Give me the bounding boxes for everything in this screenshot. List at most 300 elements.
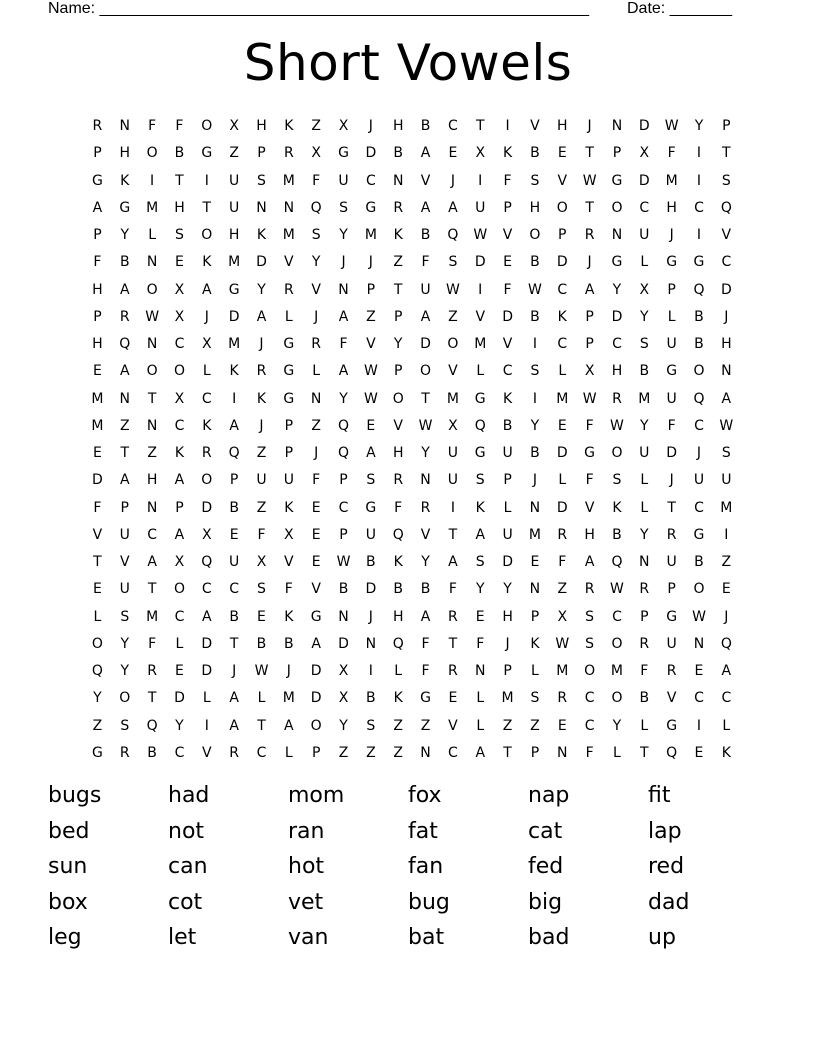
grid-letter[interactable]: J: [314, 308, 319, 325]
grid-letter[interactable]: B: [147, 744, 158, 761]
grid-letter[interactable]: F: [175, 118, 184, 134]
grid-letter[interactable]: V: [502, 227, 513, 243]
grid-letter[interactable]: A: [448, 554, 459, 570]
grid-letter[interactable]: J: [259, 417, 265, 434]
grid-letter[interactable]: Q: [693, 281, 705, 298]
grid-letter[interactable]: O: [146, 281, 159, 298]
grid-letter[interactable]: F: [339, 336, 349, 352]
grid-letter[interactable]: Z: [557, 581, 568, 598]
grid-letter[interactable]: K: [393, 227, 404, 243]
grid-letter[interactable]: O: [310, 717, 323, 734]
grid-letter[interactable]: D: [365, 145, 377, 162]
grid-letter[interactable]: R: [639, 581, 650, 598]
grid-letter[interactable]: M: [282, 227, 296, 243]
grid-letter[interactable]: F: [257, 526, 267, 543]
grid-letter[interactable]: P: [229, 472, 239, 489]
grid-letter[interactable]: C: [557, 281, 568, 298]
grid-letter[interactable]: T: [585, 199, 595, 216]
grid-letter[interactable]: A: [202, 608, 213, 625]
grid-letter[interactable]: F: [312, 172, 321, 189]
grid-letter[interactable]: W: [610, 581, 625, 598]
grid-letter[interactable]: L: [640, 717, 649, 734]
grid-letter[interactable]: A: [420, 308, 431, 325]
grid-letter[interactable]: B: [639, 690, 650, 707]
grid-letter[interactable]: T: [393, 281, 403, 298]
grid-letter[interactable]: I: [232, 390, 237, 407]
grid-letter[interactable]: V: [666, 690, 677, 707]
grid-letter[interactable]: Z: [256, 445, 267, 461]
grid-letter[interactable]: O: [146, 145, 159, 162]
grid-letter[interactable]: K: [202, 254, 212, 271]
grid-letter[interactable]: Y: [120, 635, 130, 652]
grid-letter[interactable]: Z: [147, 445, 158, 461]
grid-letter[interactable]: O: [611, 199, 623, 216]
grid-letter[interactable]: T: [640, 744, 650, 761]
grid-letter[interactable]: R: [666, 526, 677, 543]
grid-letter[interactable]: J: [286, 663, 292, 679]
grid-letter[interactable]: O: [584, 663, 596, 679]
grid-letter[interactable]: J: [696, 445, 702, 461]
grid-letter[interactable]: X: [174, 281, 185, 298]
grid-letter[interactable]: O: [447, 336, 459, 352]
grid-letter[interactable]: E: [175, 254, 185, 271]
grid-letter[interactable]: O: [201, 118, 213, 134]
grid-letter[interactable]: Y: [257, 281, 267, 298]
grid-letter[interactable]: U: [639, 227, 650, 243]
grid-letter[interactable]: U: [420, 281, 432, 298]
grid-letter[interactable]: B: [338, 581, 349, 598]
grid-letter[interactable]: D: [556, 254, 569, 271]
grid-letter[interactable]: S: [120, 608, 130, 625]
grid-letter[interactable]: K: [721, 744, 732, 761]
grid-letter[interactable]: A: [229, 417, 240, 434]
grid-letter[interactable]: I: [478, 172, 483, 189]
grid-letter[interactable]: A: [119, 363, 131, 380]
grid-letter[interactable]: P: [393, 363, 403, 380]
grid-letter[interactable]: J: [232, 663, 237, 679]
grid-letter[interactable]: A: [338, 308, 349, 325]
grid-letter[interactable]: L: [202, 363, 212, 380]
grid-letter[interactable]: G: [611, 254, 623, 271]
grid-letter[interactable]: Y: [175, 717, 185, 734]
grid-letter[interactable]: L: [257, 690, 266, 707]
grid-letter[interactable]: H: [666, 199, 678, 216]
grid-letter[interactable]: Q: [338, 417, 350, 434]
grid-letter[interactable]: G: [666, 363, 678, 380]
grid-letter[interactable]: R: [584, 581, 595, 598]
grid-letter[interactable]: V: [530, 118, 541, 134]
grid-letter[interactable]: N: [693, 635, 705, 652]
grid-letter[interactable]: H: [557, 118, 569, 134]
grid-letter[interactable]: E: [311, 554, 322, 570]
grid-letter[interactable]: B: [420, 581, 431, 598]
grid-letter[interactable]: V: [721, 227, 732, 243]
grid-letter[interactable]: B: [612, 526, 623, 543]
grid-letter[interactable]: R: [584, 227, 595, 243]
grid-letter[interactable]: V: [448, 363, 459, 380]
grid-letter[interactable]: M: [720, 499, 733, 516]
grid-letter[interactable]: F: [585, 417, 595, 434]
grid-letter[interactable]: S: [366, 472, 376, 489]
grid-letter[interactable]: N: [283, 199, 295, 216]
grid-letter[interactable]: T: [147, 390, 157, 407]
grid-letter[interactable]: Y: [393, 336, 403, 352]
grid-letter[interactable]: B: [694, 308, 705, 325]
grid-letter[interactable]: M: [228, 336, 241, 352]
grid-letter[interactable]: O: [146, 363, 159, 380]
grid-letter[interactable]: L: [640, 472, 649, 489]
grid-letter[interactable]: H: [502, 608, 514, 625]
grid-letter[interactable]: S: [475, 472, 486, 489]
grid-letter[interactable]: M: [446, 390, 460, 407]
grid-letter[interactable]: T: [93, 554, 103, 570]
grid-letter[interactable]: A: [366, 445, 377, 461]
grid-letter[interactable]: U: [502, 445, 514, 461]
grid-letter[interactable]: L: [722, 717, 731, 734]
grid-letter[interactable]: U: [119, 526, 131, 543]
grid-letter[interactable]: N: [611, 227, 623, 243]
grid-letter[interactable]: E: [557, 417, 568, 434]
grid-letter[interactable]: V: [119, 554, 131, 570]
grid-letter[interactable]: S: [612, 472, 622, 489]
grid-letter[interactable]: N: [420, 472, 432, 489]
grid-letter[interactable]: X: [557, 608, 568, 625]
grid-letter[interactable]: Z: [366, 308, 377, 325]
grid-letter[interactable]: Y: [640, 526, 650, 543]
grid-letter[interactable]: M: [556, 390, 569, 407]
grid-letter[interactable]: Q: [146, 717, 159, 734]
grid-letter[interactable]: S: [339, 199, 349, 216]
grid-letter[interactable]: F: [585, 744, 595, 761]
grid-letter[interactable]: B: [639, 363, 650, 380]
grid-letter[interactable]: Z: [502, 717, 513, 734]
grid-letter[interactable]: L: [284, 744, 294, 761]
grid-letter[interactable]: A: [92, 199, 103, 216]
grid-letter[interactable]: N: [557, 744, 568, 761]
grid-letter[interactable]: O: [420, 363, 432, 380]
grid-letter[interactable]: I: [724, 526, 729, 543]
grid-letter[interactable]: X: [174, 308, 185, 325]
grid-letter[interactable]: R: [448, 608, 459, 625]
grid-letter[interactable]: H: [721, 336, 733, 352]
grid-letter[interactable]: D: [638, 172, 651, 189]
grid-letter[interactable]: L: [312, 363, 321, 380]
grid-letter[interactable]: I: [532, 336, 538, 352]
grid-letter[interactable]: L: [667, 308, 677, 325]
grid-letter[interactable]: E: [92, 581, 103, 598]
grid-letter[interactable]: F: [93, 499, 102, 516]
grid-letter[interactable]: Y: [339, 717, 349, 734]
grid-letter[interactable]: B: [284, 635, 295, 652]
grid-letter[interactable]: I: [532, 390, 538, 407]
grid-letter[interactable]: K: [393, 690, 404, 707]
grid-letter[interactable]: Y: [339, 227, 349, 243]
grid-letter[interactable]: J: [669, 227, 675, 243]
grid-letter[interactable]: A: [256, 308, 267, 325]
grid-letter[interactable]: U: [666, 635, 678, 652]
grid-letter[interactable]: O: [201, 472, 213, 489]
grid-letter[interactable]: C: [174, 336, 185, 352]
grid-letter[interactable]: Q: [201, 554, 213, 570]
grid-letter[interactable]: L: [640, 254, 649, 271]
grid-letter[interactable]: Z: [393, 254, 404, 271]
grid-letter[interactable]: V: [584, 499, 595, 516]
grid-letter[interactable]: A: [174, 526, 185, 543]
grid-letter[interactable]: A: [584, 554, 595, 570]
grid-letter[interactable]: X: [475, 145, 486, 162]
grid-letter[interactable]: C: [612, 336, 623, 352]
grid-letter[interactable]: T: [229, 635, 239, 652]
grid-letter[interactable]: V: [284, 254, 295, 271]
grid-letter[interactable]: T: [120, 445, 130, 461]
grid-letter[interactable]: X: [338, 690, 349, 707]
grid-letter[interactable]: B: [119, 254, 131, 271]
grid-letter[interactable]: G: [474, 445, 487, 461]
grid-letter[interactable]: N: [529, 499, 541, 516]
grid-letter[interactable]: B: [229, 499, 240, 516]
grid-letter[interactable]: U: [721, 472, 732, 489]
grid-letter[interactable]: T: [257, 717, 267, 734]
grid-letter[interactable]: V: [420, 172, 431, 189]
grid-letter[interactable]: S: [257, 172, 267, 189]
grid-letter[interactable]: X: [639, 145, 650, 162]
grid-letter[interactable]: L: [175, 635, 184, 652]
grid-letter[interactable]: E: [92, 363, 103, 380]
grid-letter[interactable]: K: [284, 118, 294, 134]
grid-letter[interactable]: P: [93, 145, 103, 162]
grid-letter[interactable]: Y: [311, 254, 321, 271]
grid-letter[interactable]: E: [557, 145, 568, 162]
grid-letter[interactable]: L: [558, 472, 567, 489]
grid-letter[interactable]: P: [311, 744, 321, 761]
grid-letter[interactable]: P: [175, 499, 185, 516]
grid-letter[interactable]: C: [694, 499, 705, 516]
grid-letter[interactable]: A: [420, 199, 431, 216]
grid-letter[interactable]: H: [392, 608, 404, 625]
grid-letter[interactable]: U: [502, 526, 514, 543]
grid-letter[interactable]: F: [667, 417, 677, 434]
grid-letter[interactable]: K: [284, 608, 294, 625]
grid-letter[interactable]: Y: [339, 390, 349, 407]
grid-letter[interactable]: Q: [91, 663, 104, 679]
grid-letter[interactable]: W: [363, 390, 379, 407]
grid-letter[interactable]: G: [693, 526, 705, 543]
grid-letter[interactable]: B: [530, 254, 541, 271]
grid-letter[interactable]: P: [530, 744, 540, 761]
grid-letter[interactable]: A: [420, 145, 431, 162]
grid-letter[interactable]: P: [667, 281, 677, 298]
grid-letter[interactable]: G: [283, 336, 295, 352]
grid-letter[interactable]: Y: [694, 118, 704, 134]
grid-letter[interactable]: L: [531, 663, 540, 679]
grid-letter[interactable]: W: [473, 227, 488, 243]
grid-letter[interactable]: H: [529, 199, 541, 216]
grid-letter[interactable]: O: [611, 445, 623, 461]
grid-letter[interactable]: S: [530, 172, 540, 189]
grid-letter[interactable]: J: [259, 336, 265, 352]
grid-letter[interactable]: P: [722, 118, 732, 134]
grid-letter[interactable]: Z: [229, 145, 240, 162]
grid-letter[interactable]: A: [202, 281, 213, 298]
grid-letter[interactable]: I: [478, 281, 483, 298]
grid-letter[interactable]: L: [476, 363, 485, 380]
grid-letter[interactable]: I: [696, 172, 702, 189]
grid-letter[interactable]: H: [256, 118, 268, 134]
grid-letter[interactable]: J: [724, 608, 729, 625]
grid-letter[interactable]: F: [93, 254, 102, 271]
grid-letter[interactable]: F: [421, 635, 431, 652]
grid-letter[interactable]: F: [476, 635, 485, 652]
grid-letter[interactable]: T: [475, 118, 486, 134]
grid-letter[interactable]: W: [664, 118, 680, 134]
grid-letter[interactable]: O: [392, 390, 405, 407]
grid-letter[interactable]: G: [666, 608, 678, 625]
grid-letter[interactable]: S: [721, 445, 732, 461]
grid-letter[interactable]: J: [341, 254, 347, 271]
grid-letter[interactable]: D: [420, 336, 432, 352]
grid-letter[interactable]: P: [393, 308, 403, 325]
grid-letter[interactable]: G: [693, 254, 705, 271]
grid-letter[interactable]: G: [420, 690, 432, 707]
grid-letter[interactable]: V: [284, 554, 295, 570]
grid-letter[interactable]: I: [505, 118, 511, 134]
grid-letter[interactable]: W: [363, 363, 379, 380]
grid-letter[interactable]: A: [584, 281, 595, 298]
grid-letter[interactable]: A: [721, 390, 732, 407]
grid-letter[interactable]: O: [173, 581, 186, 598]
grid-letter[interactable]: M: [228, 254, 241, 271]
grid-letter[interactable]: A: [229, 717, 240, 734]
grid-letter[interactable]: O: [611, 635, 623, 652]
grid-letter[interactable]: E: [229, 526, 240, 543]
grid-letter[interactable]: J: [368, 254, 374, 271]
grid-letter[interactable]: Q: [119, 336, 131, 352]
grid-letter[interactable]: B: [502, 417, 513, 434]
grid-letter[interactable]: T: [722, 145, 732, 162]
grid-letter[interactable]: T: [667, 499, 677, 516]
grid-letter[interactable]: J: [314, 445, 319, 461]
grid-letter[interactable]: S: [530, 363, 540, 380]
grid-letter[interactable]: Q: [392, 526, 405, 543]
grid-letter[interactable]: K: [256, 390, 267, 407]
grid-letter[interactable]: Q: [693, 390, 705, 407]
grid-letter[interactable]: G: [310, 608, 323, 625]
grid-letter[interactable]: M: [282, 172, 296, 189]
grid-letter[interactable]: E: [448, 690, 458, 707]
grid-letter[interactable]: D: [310, 690, 323, 707]
grid-letter[interactable]: T: [448, 635, 458, 652]
grid-letter[interactable]: N: [338, 281, 350, 298]
grid-letter[interactable]: T: [503, 744, 513, 761]
grid-letter[interactable]: X: [584, 363, 595, 380]
grid-letter[interactable]: J: [587, 118, 593, 134]
grid-letter[interactable]: U: [256, 472, 268, 489]
grid-letter[interactable]: C: [721, 690, 732, 707]
grid-letter[interactable]: D: [310, 663, 323, 679]
grid-letter[interactable]: M: [282, 690, 296, 707]
grid-letter[interactable]: Z: [420, 717, 431, 734]
grid-letter[interactable]: Y: [503, 581, 513, 598]
grid-letter[interactable]: H: [228, 227, 240, 243]
grid-letter[interactable]: C: [448, 744, 459, 761]
grid-letter[interactable]: H: [584, 526, 596, 543]
grid-letter[interactable]: I: [696, 227, 702, 243]
grid-letter[interactable]: X: [256, 554, 267, 570]
grid-letter[interactable]: X: [338, 118, 349, 134]
grid-letter[interactable]: P: [284, 445, 294, 461]
grid-letter[interactable]: B: [174, 145, 185, 162]
grid-letter[interactable]: B: [694, 336, 705, 352]
grid-letter[interactable]: Q: [611, 554, 623, 570]
grid-letter[interactable]: D: [338, 635, 350, 652]
grid-letter[interactable]: F: [421, 663, 431, 679]
grid-letter[interactable]: C: [721, 254, 732, 271]
grid-letter[interactable]: R: [119, 308, 131, 325]
grid-letter[interactable]: L: [394, 663, 403, 679]
grid-letter[interactable]: D: [720, 281, 733, 298]
grid-letter[interactable]: F: [585, 472, 595, 489]
grid-letter[interactable]: U: [229, 172, 240, 189]
grid-letter[interactable]: P: [503, 199, 513, 216]
grid-letter[interactable]: G: [666, 254, 678, 271]
grid-letter[interactable]: C: [338, 499, 349, 516]
grid-letter[interactable]: Q: [720, 199, 733, 216]
grid-letter[interactable]: P: [667, 581, 677, 598]
grid-letter[interactable]: S: [585, 608, 595, 625]
grid-letter[interactable]: T: [147, 581, 157, 598]
grid-letter[interactable]: K: [502, 145, 513, 162]
grid-letter[interactable]: N: [256, 199, 268, 216]
grid-letter[interactable]: C: [694, 690, 705, 707]
grid-letter[interactable]: V: [92, 526, 103, 543]
grid-letter[interactable]: I: [204, 717, 210, 734]
grid-letter[interactable]: Q: [338, 445, 350, 461]
grid-letter[interactable]: E: [92, 445, 103, 461]
grid-letter[interactable]: M: [610, 663, 624, 679]
grid-letter[interactable]: V: [420, 526, 431, 543]
grid-letter[interactable]: T: [421, 390, 431, 407]
grid-letter[interactable]: W: [336, 554, 351, 570]
grid-letter[interactable]: K: [256, 227, 267, 243]
grid-letter[interactable]: G: [119, 199, 131, 216]
grid-letter[interactable]: O: [693, 581, 705, 598]
grid-letter[interactable]: P: [93, 227, 103, 243]
grid-letter[interactable]: C: [639, 199, 650, 216]
grid-letter[interactable]: K: [393, 554, 404, 570]
grid-letter[interactable]: R: [119, 744, 131, 761]
grid-letter[interactable]: F: [640, 663, 649, 679]
grid-letter[interactable]: B: [530, 145, 541, 162]
grid-letter[interactable]: E: [257, 608, 267, 625]
grid-letter[interactable]: W: [445, 281, 461, 298]
grid-letter[interactable]: F: [667, 145, 677, 162]
grid-letter[interactable]: B: [366, 690, 377, 707]
grid-letter[interactable]: J: [724, 308, 729, 325]
grid-letter[interactable]: N: [338, 608, 350, 625]
grid-letter[interactable]: S: [120, 717, 130, 734]
grid-letter[interactable]: E: [694, 744, 704, 761]
grid-letter[interactable]: B: [694, 554, 705, 570]
grid-letter[interactable]: V: [557, 172, 568, 189]
grid-letter[interactable]: L: [202, 690, 212, 707]
grid-letter[interactable]: D: [611, 308, 623, 325]
grid-letter[interactable]: C: [229, 581, 240, 598]
grid-letter[interactable]: Q: [474, 417, 487, 434]
grid-letter[interactable]: R: [92, 118, 103, 134]
grid-letter[interactable]: W: [555, 635, 570, 652]
grid-letter[interactable]: X: [174, 390, 185, 407]
grid-letter[interactable]: V: [502, 336, 513, 352]
